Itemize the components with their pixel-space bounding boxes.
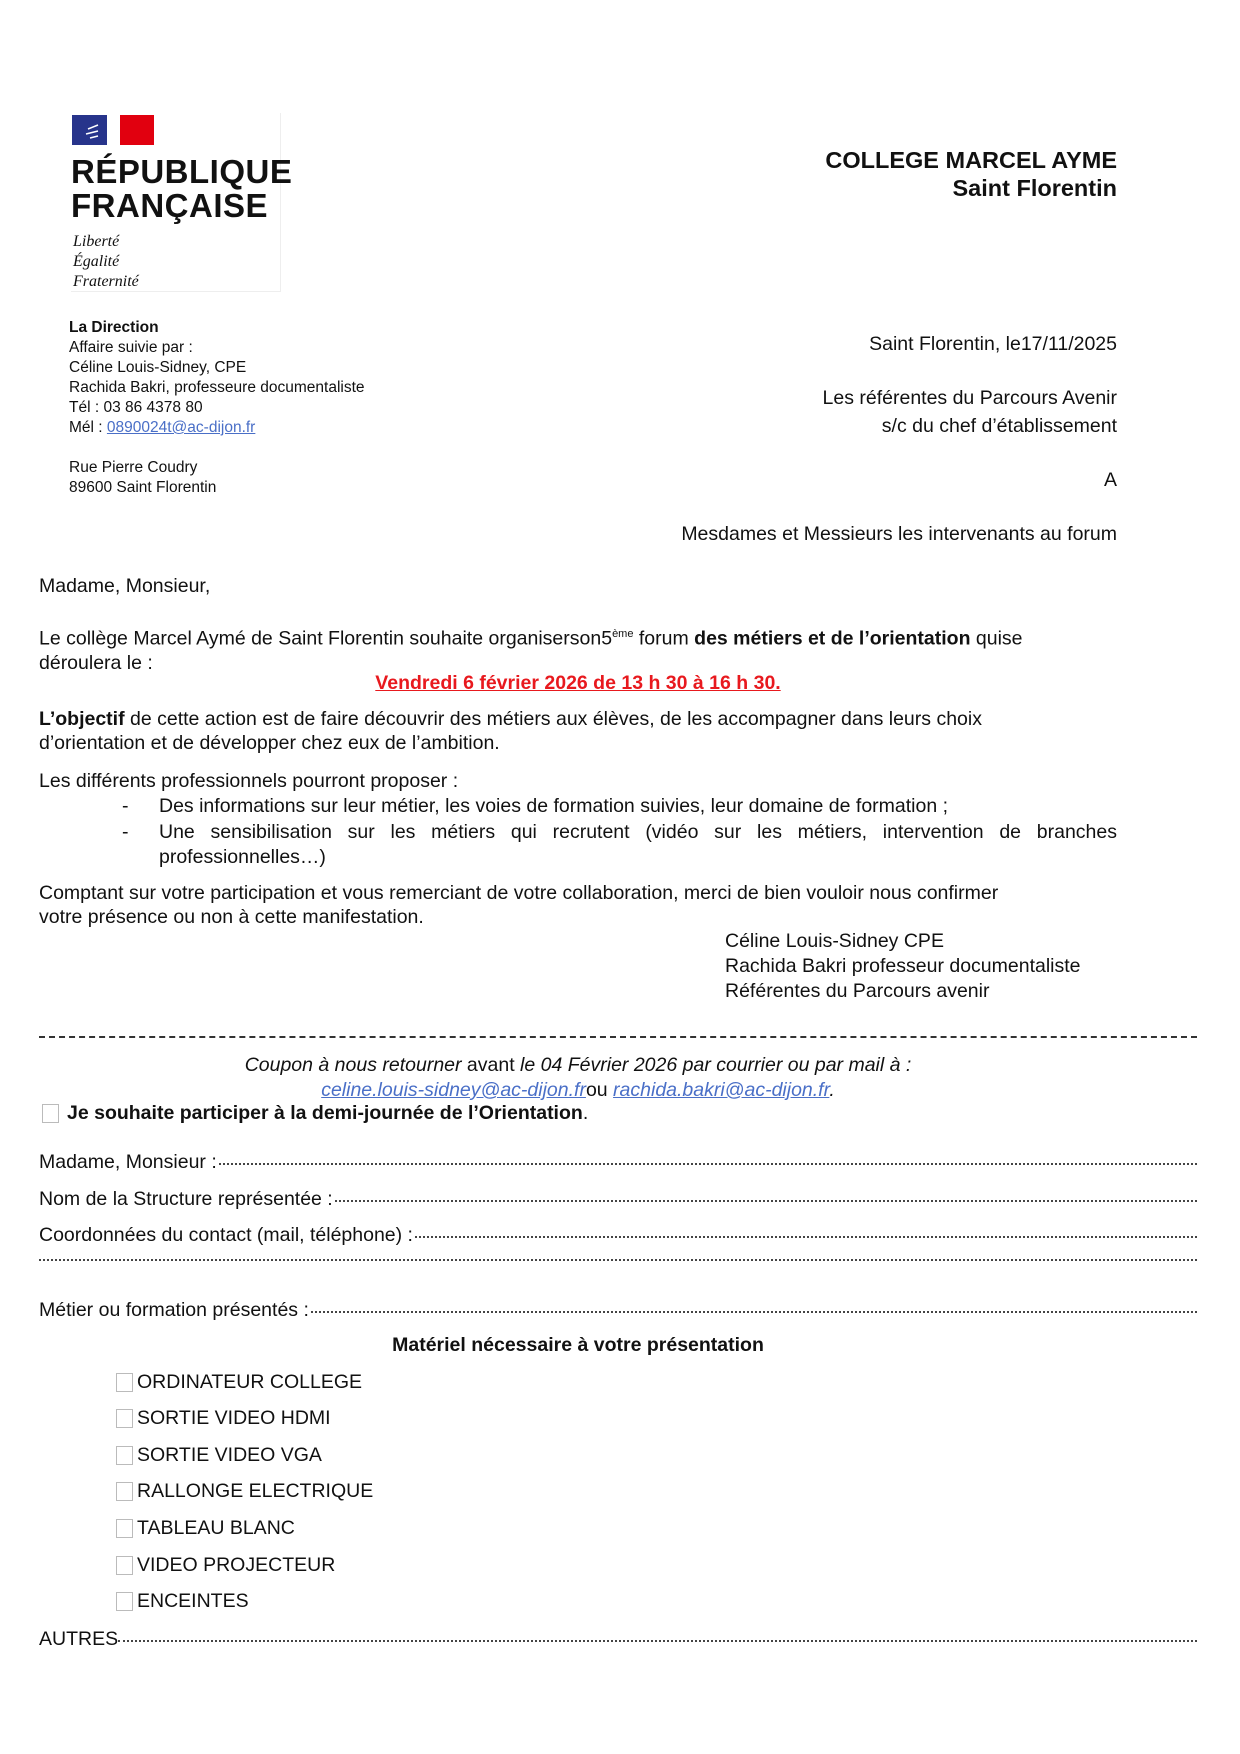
field-contact-cont[interactable]: [39, 1262, 1197, 1264]
sender-line: Rachida Bakri, professeure documentaliste: [69, 379, 365, 396]
checkbox[interactable]: [116, 1592, 133, 1611]
mail-label: Mél :: [69, 419, 107, 436]
from-block: Les référentes du Parcours Avenir s/c du chef d’établissement: [822, 387, 1117, 437]
sender-line: Affaire suivie par :: [69, 339, 193, 356]
material-option: VIDEO PROJECTEUR: [116, 1553, 335, 1577]
bullet-item: Des informations sur leur métier, les voies de formation suivies, leur domaine de formation ;: [159, 795, 949, 817]
republique-francaise-logo: [71, 113, 293, 292]
field-structure[interactable]: Nom de la Structure représentée :: [39, 1187, 1197, 1211]
checkbox[interactable]: [116, 1446, 133, 1465]
logo-text: RÉPUBLIQUE FRANÇAISE: [71, 153, 293, 224]
checkbox[interactable]: [116, 1556, 133, 1575]
email-link-1[interactable]: celine.louis-sidney@ac-dijon.fr: [321, 1079, 586, 1101]
bullet-item-cont: professionnelles…): [159, 846, 326, 868]
participate-label: Je souhaite participer à la demi-journée de l’Orientation: [67, 1102, 583, 1124]
email-link-2[interactable]: rachida.bakri@ac-dijon.fr: [613, 1079, 830, 1101]
to-a: A: [1103, 469, 1117, 491]
coupon-instructions: Coupon à nous retourner avant le 04 Février 2026 par courrier ou par mail à : celine.louis-sidney@ac-dijon.frou rachida.bakri@ac-dijon.fr.: [244, 1054, 912, 1101]
material-option: SORTIE VIDEO VGA: [116, 1443, 322, 1467]
checkbox[interactable]: [116, 1373, 133, 1392]
material-option: TABLEAU BLANC: [116, 1516, 295, 1540]
signature: Céline Louis-Sidney CPE Rachida Bakri professeur documentaliste Référentes du Parcours avenir: [725, 930, 1081, 1002]
bullet-dash: -: [122, 795, 129, 817]
recipient: Mesdames et Messieurs les intervenants au forum: [681, 523, 1117, 545]
material-option: ORDINATEUR COLLEGE: [116, 1370, 362, 1394]
address-line: Rue Pierre Coudry: [69, 459, 198, 476]
paragraph-intro: Le collège Marcel Aymé de Saint Florentin souhaite organiserson5ème forum des métiers et de l’orientation quise déroulera le :: [39, 627, 1023, 674]
bullet-item: Une sensibilisation sur les métiers qui recrutent (vidéo sur les métiers, intervention de branches: [159, 821, 1117, 843]
material-option: SORTIE VIDEO HDMI: [116, 1406, 331, 1430]
mail-link[interactable]: 0890024t@ac-dijon.fr: [106, 419, 256, 436]
material-option: ENCEINTES: [116, 1589, 249, 1613]
cut-line: [39, 1036, 1197, 1038]
material-option: RALLONGE ELECTRIQUE: [116, 1479, 373, 1503]
sender-line: Céline Louis-Sidney, CPE: [69, 359, 247, 376]
bullet-dash: -: [122, 821, 129, 843]
address-line: 89600 Saint Florentin: [69, 479, 217, 496]
field-others[interactable]: AUTRES: [39, 1627, 1197, 1651]
checkbox[interactable]: [116, 1482, 133, 1501]
school-name: COLLEGE MARCEL AYME Saint Florentin: [825, 147, 1117, 201]
field-contact[interactable]: Coordonnées du contact (mail, téléphone) :: [39, 1223, 1197, 1247]
logo-motto: Liberté Égalité Fraternité: [73, 233, 139, 290]
participate-row: Je souhaite participer à la demi-journée de l’Orientation .: [42, 1101, 588, 1125]
salutation: Madame, Monsieur,: [39, 575, 211, 597]
materials-title: Matériel nécessaire à votre présentation: [392, 1334, 764, 1356]
paragraph-objective: L’objectif de cette action est de faire découvrir des métiers aux élèves, de les accompagner dans leurs choix d’orientation et de développer chez eux de l’ambition.: [39, 708, 982, 754]
field-name[interactable]: Madame, Monsieur :: [39, 1150, 1197, 1174]
event-date: Vendredi 6 février 2026 de 13 h 30 à 16 h 30.: [375, 672, 781, 694]
sender-line: Tél : 03 86 4378 80: [69, 399, 203, 416]
sender-block: [69, 318, 365, 498]
checkbox[interactable]: [116, 1519, 133, 1538]
sender-title: La Direction: [69, 319, 159, 336]
participate-checkbox[interactable]: [42, 1104, 59, 1123]
paragraph-closing: Comptant sur votre participation et vous remerciant de votre collaboration, merci de bien vouloir nous confirmer votre présence ou non à cette manifestation.: [39, 882, 999, 928]
marianne-flag-icon: [72, 115, 154, 145]
field-job[interactable]: Métier ou formation présentés :: [39, 1298, 1197, 1322]
checkbox[interactable]: [116, 1409, 133, 1428]
letter-date: Saint Florentin, le17/11/2025: [869, 333, 1117, 355]
paragraph-proposals: Les différents professionnels pourront proposer :: [39, 770, 459, 792]
